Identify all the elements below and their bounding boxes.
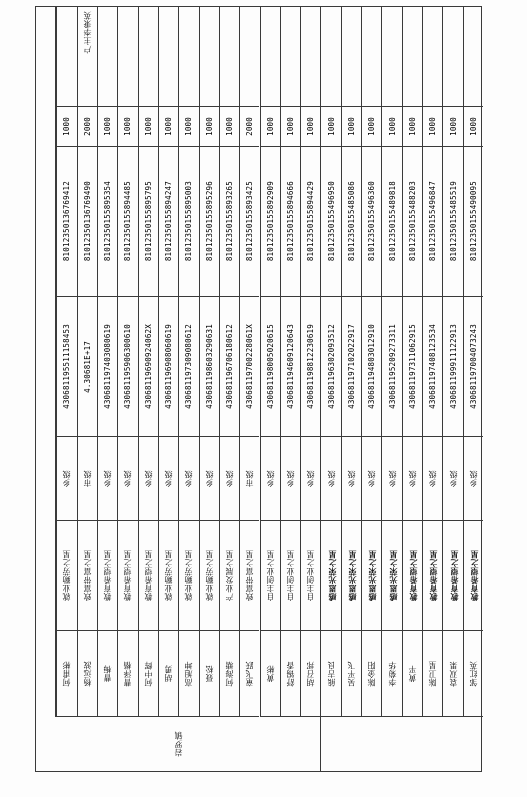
name-cell xyxy=(77,631,97,717)
account-cell xyxy=(117,147,137,297)
name-cell-text: 聂松 xyxy=(204,665,214,682)
category-cell-text: 感恩光荣之星 xyxy=(346,550,357,601)
level-cell-text: 乡级 xyxy=(428,470,438,487)
name-cell xyxy=(178,631,198,717)
note-cell xyxy=(138,7,158,107)
level-cell-text: 乡级 xyxy=(62,470,72,487)
amount-cell-text: 1000 xyxy=(367,117,377,136)
account-cell-text: 81012350155895296 xyxy=(204,181,214,262)
id-number-cell-text: 430681198603290631 xyxy=(204,324,214,409)
level-cell xyxy=(381,437,401,521)
amount-cell-text: 1000 xyxy=(326,117,336,136)
account-cell-text: 81012350155496360 xyxy=(367,181,377,262)
level-cell xyxy=(219,437,239,521)
level-cell-text: 乡级 xyxy=(143,470,153,487)
name-cell xyxy=(239,631,259,717)
account-cell xyxy=(260,147,280,297)
name-cell-text: 何甫彬 xyxy=(62,660,72,687)
level-cell xyxy=(97,437,117,521)
amount-cell xyxy=(77,107,97,147)
name-cell-text: 杨远波 xyxy=(82,660,92,687)
account-cell xyxy=(56,147,76,297)
id-number-cell-text: 430681197408123534 xyxy=(428,324,438,409)
id-number-cell-text: 430681196908060619 xyxy=(164,324,174,409)
name-cell-text: 陈金阳 xyxy=(367,660,377,687)
name-cell xyxy=(158,631,178,717)
level-cell-text: 乡级 xyxy=(387,470,397,487)
category-cell xyxy=(300,521,320,631)
amount-cell xyxy=(199,107,219,147)
id-number-cell xyxy=(219,297,239,437)
account-cell-text: 81012350155489818 xyxy=(387,181,397,262)
amount-cell xyxy=(300,107,320,147)
category-cell xyxy=(381,521,401,631)
amount-cell xyxy=(138,107,158,147)
id-number-cell-text: 430681197004073243 xyxy=(468,324,478,409)
category-cell-text: 感恩光荣之星 xyxy=(387,550,398,601)
account-cell xyxy=(97,147,117,297)
id-number-cell-text: 430681198005020615 xyxy=(265,324,275,409)
category-cell-text: 自主创业之星 xyxy=(285,550,295,601)
id-number-cell-text: 430681194803012910 xyxy=(367,324,377,409)
amount-cell xyxy=(341,107,361,147)
amount-cell-text: 1000 xyxy=(164,117,174,136)
level-cell-text: 乡级 xyxy=(225,470,235,487)
category-cell-text: 教育希望之星 xyxy=(103,550,113,601)
account-cell xyxy=(381,147,401,297)
account-cell-text: 81012350155485519 xyxy=(448,181,458,262)
level-cell-text: 乡级 xyxy=(448,470,458,487)
amount-cell-text: 1000 xyxy=(285,117,295,136)
id-number-cell-text: 430681195209273311 xyxy=(387,324,397,409)
level-cell xyxy=(178,437,198,521)
level-cell-text: 乡级 xyxy=(468,470,478,487)
level-cell xyxy=(199,437,219,521)
id-number-cell-text: 430681195511158453 xyxy=(62,324,72,409)
id-number-cell-text: 430681194609120643 xyxy=(285,324,295,409)
amount-cell xyxy=(260,107,280,147)
id-number-cell xyxy=(199,297,219,437)
note-cell xyxy=(77,7,97,107)
note-cell xyxy=(239,7,259,107)
account-cell xyxy=(402,147,422,297)
level-cell-text: 乡级 xyxy=(346,470,356,487)
category-cell xyxy=(422,521,442,631)
category-cell xyxy=(463,521,483,631)
name-cell xyxy=(117,631,137,717)
name-cell-text: 陈卫星 xyxy=(428,660,438,687)
amount-cell xyxy=(239,107,259,147)
category-cell xyxy=(178,521,198,631)
id-number-cell xyxy=(463,297,483,437)
id-number-cell xyxy=(442,297,462,437)
account-cell xyxy=(138,147,158,297)
amount-cell-text: 1000 xyxy=(123,117,133,136)
account-cell xyxy=(320,147,340,297)
town-cell-upper xyxy=(320,717,482,771)
note-cell xyxy=(300,7,320,107)
amount-cell-text: 1000 xyxy=(103,117,113,136)
name-cell xyxy=(422,631,442,717)
note-cell xyxy=(280,7,300,107)
category-cell xyxy=(77,521,97,631)
id-number-cell xyxy=(320,297,340,437)
name-cell-text: 邹红英 xyxy=(468,660,478,687)
account-cell xyxy=(280,147,300,297)
id-number-cell xyxy=(422,297,442,437)
category-cell xyxy=(56,521,76,631)
name-cell-text: 何海塘 xyxy=(225,660,235,687)
amount-cell-text: 1000 xyxy=(428,117,438,136)
id-number-cell xyxy=(117,297,137,437)
account-cell-text: 81012350136769412 xyxy=(62,181,72,262)
category-cell xyxy=(341,521,361,631)
account-cell-text: 81012350155485086 xyxy=(346,181,356,262)
note-cell xyxy=(117,7,137,107)
amount-cell xyxy=(219,107,239,147)
name-cell-text: 熊吉良 xyxy=(326,660,336,687)
account-cell xyxy=(178,147,198,297)
category-cell-text: 致富带富之星 xyxy=(245,550,255,601)
category-cell-text: 教育希望之星 xyxy=(407,550,418,601)
id-number-cell-text: 430681196706180612 xyxy=(225,324,235,409)
note-cell xyxy=(97,7,117,107)
account-cell xyxy=(463,147,483,297)
id-number-cell-text: 430681196302093512 xyxy=(326,324,336,409)
account-cell-text: 81012350155894429 xyxy=(306,181,316,262)
id-number-cell-text: 43068119690924062X xyxy=(143,324,153,409)
level-cell xyxy=(138,437,158,521)
level-cell xyxy=(56,437,76,521)
category-cell xyxy=(320,521,340,631)
blank-column xyxy=(36,7,56,717)
level-cell-text: 乡级 xyxy=(285,470,295,487)
category-cell xyxy=(280,521,300,631)
account-cell-text: 81012350155893265 xyxy=(225,181,235,262)
id-number-cell xyxy=(239,297,259,437)
id-number-cell xyxy=(158,297,178,437)
category-cell-text: 产业发展之星 xyxy=(225,550,235,601)
name-cell xyxy=(320,631,340,717)
category-cell xyxy=(402,521,422,631)
id-number-cell-text: 430681197403080619 xyxy=(103,324,113,409)
amount-cell-text: 1000 xyxy=(225,117,235,136)
amount-cell xyxy=(117,107,137,147)
category-cell-text: 教育希望之星 xyxy=(143,550,153,601)
level-cell xyxy=(361,437,381,521)
name-cell xyxy=(402,631,422,717)
amount-cell-text: 1000 xyxy=(306,117,316,136)
amount-cell xyxy=(97,107,117,147)
id-number-cell-text: 430681197311062915 xyxy=(407,324,417,409)
category-cell xyxy=(97,521,117,631)
account-cell-text: 81012350155496847 xyxy=(428,181,438,262)
note-cell xyxy=(381,7,401,107)
amount-cell xyxy=(442,107,462,147)
note-cell xyxy=(158,7,178,107)
amount-cell-text: 1000 xyxy=(204,117,214,136)
category-cell-text: 教育希望之星 xyxy=(468,550,479,601)
id-number-cell xyxy=(178,297,198,437)
id-number-cell xyxy=(361,297,381,437)
level-cell-text: 乡级 xyxy=(326,470,336,487)
account-cell-text: 81012350155895795 xyxy=(143,181,153,262)
note-cell xyxy=(422,7,442,107)
name-cell-text: 胡勇 xyxy=(164,665,174,682)
name-cell-text: 黄平 xyxy=(407,665,417,682)
name-cell xyxy=(199,631,219,717)
account-cell-text: 81012350155895003 xyxy=(184,181,194,262)
amount-cell xyxy=(158,107,178,147)
award-table xyxy=(35,6,482,772)
amount-cell-text: 1000 xyxy=(184,117,194,136)
name-cell xyxy=(381,631,401,717)
level-cell-text: 乡级 xyxy=(123,470,133,487)
level-cell-text: 乡级 xyxy=(204,470,214,487)
amount-cell-text: 1000 xyxy=(143,117,153,136)
category-cell-text: 自主创业之星 xyxy=(265,550,275,601)
note-cell xyxy=(178,7,198,107)
account-cell xyxy=(77,147,97,297)
note-cell xyxy=(442,7,462,107)
town-name: 岩罗镇 xyxy=(173,731,183,757)
level-cell xyxy=(402,437,422,521)
category-cell-text: 就业勤劳之星 xyxy=(62,550,72,601)
name-cell-text: 胡召邦 xyxy=(306,660,316,687)
amount-cell-text: 1000 xyxy=(407,117,417,136)
amount-cell xyxy=(381,107,401,147)
amount-cell xyxy=(422,107,442,147)
category-cell-text: 教育希望之星 xyxy=(448,550,459,601)
category-cell-text: 就业勤劳之星 xyxy=(184,550,194,601)
id-number-cell-text: 430681197102022917 xyxy=(346,324,356,409)
amount-cell xyxy=(280,107,300,147)
name-cell xyxy=(219,631,239,717)
level-cell xyxy=(422,437,442,521)
id-number-cell xyxy=(402,297,422,437)
amount-cell xyxy=(361,107,381,147)
account-cell-text: 81012350136769490 xyxy=(82,181,92,262)
account-cell-text: 81012350155892909 xyxy=(265,181,275,262)
amount-cell-text: 1000 xyxy=(265,117,275,136)
account-cell-text: 81012350155894485 xyxy=(123,181,133,262)
amount-cell-text: 2000 xyxy=(245,117,255,136)
name-cell-text: 曹梅 xyxy=(103,665,113,682)
category-cell xyxy=(361,521,381,631)
level-cell-text: 市级 xyxy=(245,470,255,487)
amount-cell xyxy=(178,107,198,147)
level-cell xyxy=(341,437,361,521)
id-number-cell xyxy=(300,297,320,437)
level-cell xyxy=(260,437,280,521)
note-cell xyxy=(199,7,219,107)
amount-cell xyxy=(402,107,422,147)
town-cell xyxy=(36,717,320,771)
amount-cell-text: 1000 xyxy=(346,117,356,136)
name-cell-text: 高旭坤 xyxy=(184,660,194,687)
category-cell-text: 就业勤劳之星 xyxy=(204,550,214,601)
name-cell-text: 黄彬 xyxy=(265,665,275,682)
id-number-cell xyxy=(56,297,76,437)
account-cell xyxy=(300,147,320,297)
level-cell-text: 乡级 xyxy=(103,470,113,487)
note-cell xyxy=(361,7,381,107)
level-cell xyxy=(300,437,320,521)
id-number-cell xyxy=(381,297,401,437)
category-cell-text: 感恩光荣之星 xyxy=(367,550,378,601)
id-number-cell xyxy=(260,297,280,437)
name-cell xyxy=(341,631,361,717)
note-cell xyxy=(341,7,361,107)
id-number-cell xyxy=(341,297,361,437)
amount-cell xyxy=(463,107,483,147)
level-cell xyxy=(158,437,178,521)
level-cell-text: 乡级 xyxy=(306,470,316,487)
account-cell xyxy=(341,147,361,297)
id-number-cell-text: 4.30681E+17 xyxy=(82,340,92,393)
note-cell xyxy=(463,7,483,107)
note-cell xyxy=(56,7,76,107)
name-cell xyxy=(97,631,117,717)
account-cell xyxy=(422,147,442,297)
level-cell xyxy=(463,437,483,521)
level-cell xyxy=(320,437,340,521)
note-cell xyxy=(402,7,422,107)
amount-cell-text: 1000 xyxy=(468,117,478,136)
category-cell xyxy=(239,521,259,631)
category-cell-text: 就业勤劳之星 xyxy=(164,550,174,601)
name-cell-text: 吴平飞 xyxy=(346,660,356,687)
account-cell xyxy=(239,147,259,297)
name-cell-text: 舒锡香 xyxy=(285,660,295,687)
name-cell xyxy=(463,631,483,717)
name-cell xyxy=(56,631,76,717)
category-cell xyxy=(260,521,280,631)
account-cell xyxy=(158,147,178,297)
level-cell xyxy=(280,437,300,521)
level-cell xyxy=(77,437,97,521)
name-cell xyxy=(300,631,320,717)
id-number-cell-text: 430681197309080612 xyxy=(184,324,194,409)
amount-cell xyxy=(56,107,76,147)
category-cell-text: 教育希望之星 xyxy=(428,550,439,601)
account-cell-text: 81012350155894666 xyxy=(285,181,295,262)
category-cell xyxy=(442,521,462,631)
account-cell xyxy=(442,147,462,297)
level-cell xyxy=(239,437,259,521)
amount-cell-text: 1000 xyxy=(448,117,458,136)
amount-cell-text: 2000 xyxy=(82,117,92,136)
name-cell xyxy=(442,631,462,717)
account-cell-text: 81012350155490095 xyxy=(468,181,478,262)
category-cell-text: 教育希望之星 xyxy=(123,550,133,601)
category-cell xyxy=(158,521,178,631)
name-cell-text: 曹泽楷 xyxy=(123,660,133,687)
level-cell-text: 乡级 xyxy=(164,470,174,487)
note-cell xyxy=(320,7,340,107)
id-number-cell xyxy=(77,297,97,437)
id-number-cell xyxy=(138,297,158,437)
category-cell-text: 感恩光荣之星 xyxy=(326,550,337,601)
id-number-cell-text: 430681195906300610 xyxy=(123,324,133,409)
account-cell-text: 81012350155488203 xyxy=(407,181,417,262)
name-cell-text: 童飞跃 xyxy=(245,660,255,687)
note-cell xyxy=(260,7,280,107)
level-cell-text: 乡级 xyxy=(265,470,275,487)
level-cell xyxy=(442,437,462,521)
amount-cell-text: 1000 xyxy=(62,117,72,136)
level-cell xyxy=(117,437,137,521)
id-number-cell xyxy=(97,297,117,437)
id-number-cell-text: 430681199911122913 xyxy=(448,324,458,409)
amount-cell-text: 1000 xyxy=(387,117,397,136)
level-cell-text: 乡级 xyxy=(367,470,377,487)
category-cell xyxy=(219,521,239,631)
account-cell xyxy=(219,147,239,297)
name-cell-text: 李菊华 xyxy=(387,660,397,687)
level-cell-text: 乡级 xyxy=(407,470,417,487)
category-cell xyxy=(117,521,137,631)
category-cell-text: 致富带富之星 xyxy=(82,550,92,601)
id-number-cell xyxy=(280,297,300,437)
id-number-cell-text: 43068119700228061X xyxy=(245,324,255,409)
account-cell-text: 81012350155496950 xyxy=(326,181,336,262)
name-cell xyxy=(138,631,158,717)
amount-cell xyxy=(320,107,340,147)
account-cell-text: 81012350155894247 xyxy=(164,181,174,262)
account-cell xyxy=(199,147,219,297)
note-cell xyxy=(219,7,239,107)
account-cell-text: 81012350155895354 xyxy=(103,181,113,262)
category-cell-text: 自主创业之星 xyxy=(306,550,316,601)
account-cell-text: 81012350155893425 xyxy=(245,181,255,262)
level-cell-text: 市级 xyxy=(82,470,92,487)
id-number-cell-text: 430681198812230619 xyxy=(306,324,316,409)
name-cell xyxy=(260,631,280,717)
name-cell-text: 袁双果 xyxy=(448,660,458,687)
category-cell xyxy=(138,521,158,631)
name-cell-text: 何中辉 xyxy=(143,660,153,687)
name-cell xyxy=(361,631,381,717)
category-cell xyxy=(199,521,219,631)
account-cell xyxy=(361,147,381,297)
level-cell-text: 乡级 xyxy=(184,470,194,487)
note-cell-text: 户主李秉英 xyxy=(82,11,92,54)
name-cell xyxy=(280,631,300,717)
